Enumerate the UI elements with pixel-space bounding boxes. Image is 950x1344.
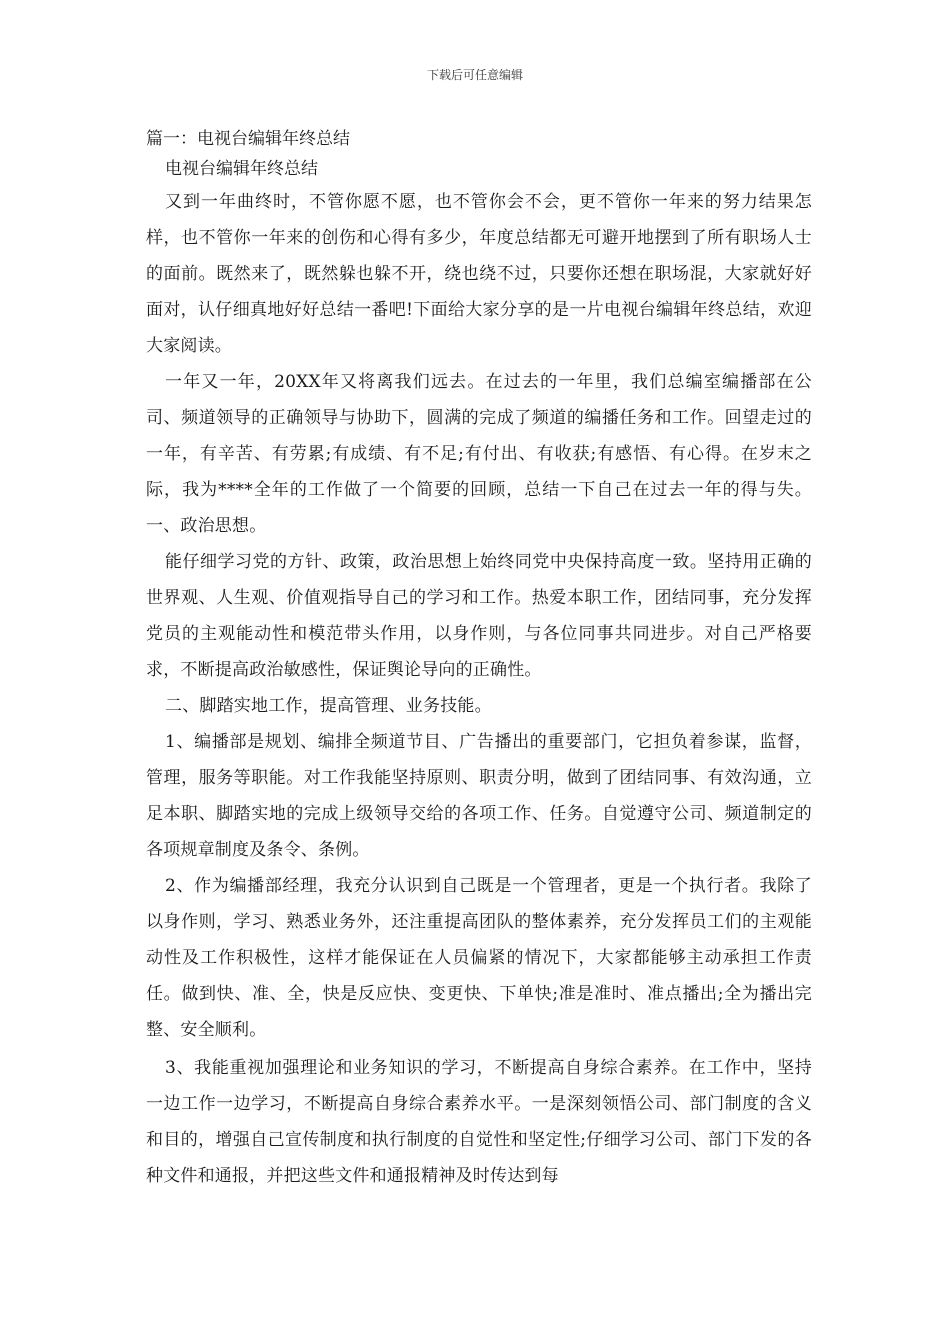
paragraph-item-3: 3、我能重视加强理论和业务知识的学习，不断提高自身综合素养。在工作中，坚持一边工作一边学习，不断提高自身综合素养水平。一是深刻领悟公司、部门制度的含义和目的，增强自己宣传制度和执行制度的自觉性和坚定性;仔细学习公司、部门下发的各种文件和通报，并把这些文件和通报精神及时传达到每 [146,1058,812,1186]
paragraph-intro: 又到一年曲终时，不管你愿不愿，也不管你会不会，更不管你一年来的努力结果怎样，也不管你一年来的创伤和心得有多少，年度总结都无可避开地摆到了所有职场人士的面前。既然来了，既然躲也躲不开，绕也绕不过，只要你还想在职场混，大家就好好面对，认仔细真地好好总结一番吧!下面给大家分享的是一片电视台编辑年终总结，欢迎大家阅读。 [146,192,812,356]
header-note: 下载后可任意编辑 [426,68,523,82]
section-heading-work: 二、脚踏实地工作，提高管理、业务技能。 [165,696,492,716]
article-heading: 篇一：电视台编辑年终总结 [146,129,350,149]
article-body [146,124,812,1194]
paragraph-year-review: 一年又一年，20XX年又将离我们远去。在过去的一年里，我们总编室编播部在公司、频道领导的正确领导与协助下，圆满的完成了频道的编播任务和工作。回望走过的一年，有辛苦、有劳累;有成绩、有不足;有付出、有收获;有感悟、有心得。在岁末之际，我为****全年的工作做了一个简要的回顾，总结一下自己在过去一年的得与失。一、政治思想。 [146,372,812,536]
paragraph-politics: 能仔细学习党的方针、政策，政治思想上始终同党中央保持高度一致。坚持用正确的世界观、人生观、价值观指导自己的学习和工作。热爱本职工作，团结同事，充分发挥党员的主观能动性和模范带头作用，以身作则，与各位同事共同进步。对自己严格要求，不断提高政治敏感性，保证舆论导向的正确性。 [146,552,812,680]
paragraph-item-1: 1、编播部是规划、编排全频道节目、广告播出的重要部门，它担负着参谋，监督，管理，服务等职能。对工作我能坚持原则、职责分明，做到了团结同事、有效沟通，立足本职、脚踏实地的完成上级领导交给的各项工作、任务。自觉遵守公司、频道制定的各项规章制度及条令、条例。 [146,732,812,860]
paragraph-item-2: 2、作为编播部经理，我充分认识到自己既是一个管理者，更是一个执行者。我除了以身作则，学习、熟悉业务外，还注重提高团队的整体素养，充分发挥员工们的主观能动性及工作积极性，这样才能保证在人员偏紧的情况下，大家都能够主动承担工作责任。做到快、准、全，快是反应快、变更快、下单快;准是准时、准点播出;全为播出完整、安全顺利。 [146,876,812,1040]
article-subheading: 电视台编辑年终总结 [165,159,318,179]
